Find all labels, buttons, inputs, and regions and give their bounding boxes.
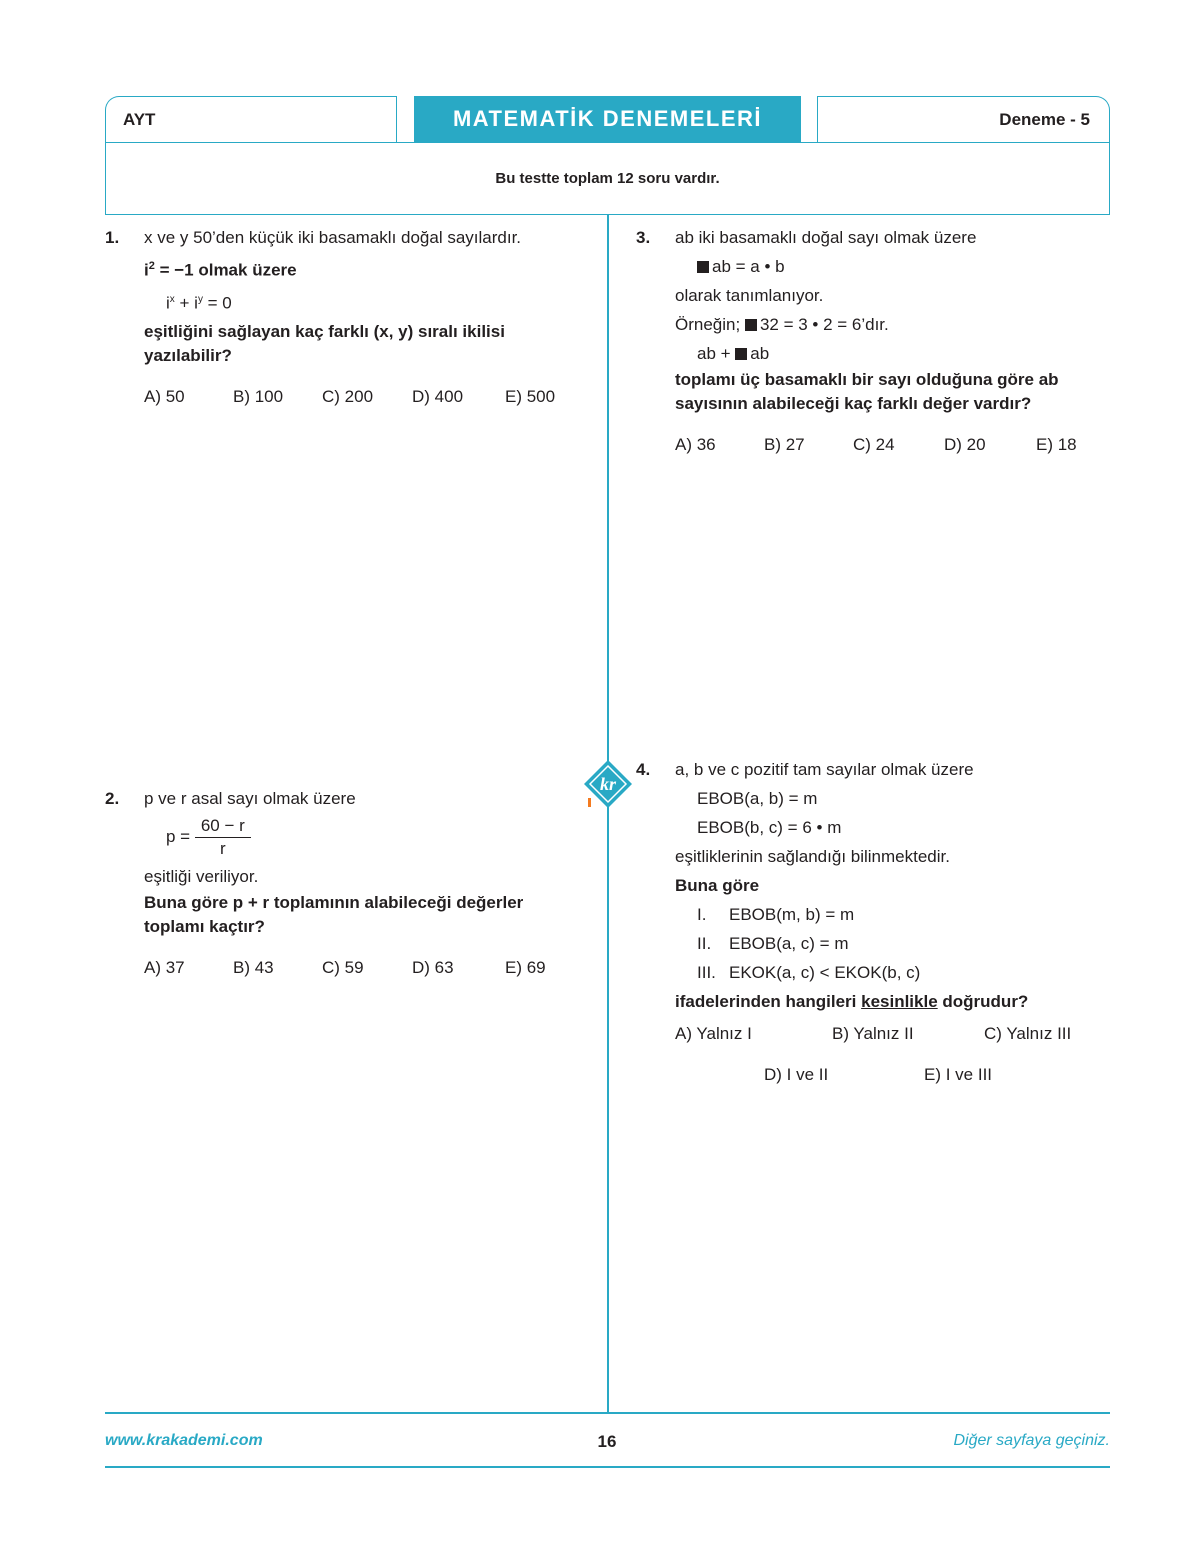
q4-equation-1: EBOB(a, b) = m <box>697 789 818 808</box>
q2-denominator: r <box>219 839 226 858</box>
q4-item-3: III. EKOK(a, c) < EKOK(b, c) <box>697 963 921 982</box>
option-e[interactable]: E) I ve III <box>924 1065 993 1084</box>
option-b[interactable]: B) Yalnız II <box>832 1024 914 1043</box>
option-b[interactable]: B) 100 <box>233 387 284 407</box>
question-number: 1. <box>105 228 120 247</box>
option-a[interactable]: A) 36 <box>675 435 716 454</box>
q3-question: toplamı üç basamaklı bir sayı olduğuna göre ab sayısının alabileceği kaç farklı değer vardır? <box>675 370 1059 413</box>
option-a[interactable]: A) Yalnız I <box>675 1024 752 1043</box>
logo-icon <box>582 758 634 810</box>
publisher-logo <box>582 758 634 810</box>
q4-given: eşitliklerinin sağlandığı bilinmektedir. <box>675 847 950 866</box>
q4-equation-2: EBOB(b, c) = 6 • m <box>697 818 842 837</box>
option-d[interactable]: D) I ve II <box>764 1065 829 1084</box>
q2-statement: p ve r asal sayı olmak üzere <box>144 789 356 808</box>
q3-example: Örneğin; 32 = 3 • 2 = 6’dır. <box>675 315 889 334</box>
square-symbol-icon <box>697 261 709 273</box>
option-b[interactable]: B) 27 <box>764 435 805 454</box>
option-d[interactable]: D) 63 <box>412 958 454 977</box>
column-divider <box>607 215 609 1412</box>
q4-item-1: I. EBOB(m, b) = m <box>697 905 855 924</box>
info-box <box>105 142 1110 215</box>
option-c[interactable]: C) 59 <box>322 958 364 977</box>
question-2 <box>105 784 575 982</box>
option-c[interactable]: C) 24 <box>853 435 895 454</box>
page-number: 16 <box>597 1432 617 1451</box>
question-4 <box>636 755 1096 1089</box>
option-a[interactable]: A) 37 <box>144 958 185 977</box>
option-b[interactable]: B) 43 <box>233 958 274 977</box>
question-3 <box>636 223 1096 459</box>
option-a[interactable]: A) 50 <box>144 387 185 407</box>
question-number: 4. <box>636 760 651 779</box>
q1-equation: $i^x + i^y = 0$ <box>166 293 232 313</box>
q1-options <box>144 382 575 411</box>
q4-lead: Buna göre <box>675 876 760 895</box>
exam-label: AYT <box>123 110 156 129</box>
option-e[interactable]: E) 69 <box>505 958 546 977</box>
q2-equation: p = $\frac{60 - r}{r}$ <box>144 815 575 860</box>
website-link[interactable]: www.krakademi.com <box>105 1432 263 1449</box>
q2-numerator: 60 − r <box>195 815 251 838</box>
info-text: Bu testte toplam 12 soru vardır. <box>495 170 720 187</box>
question-number: 2. <box>105 789 120 808</box>
q4-question: ifadelerinden hangileri kesinlikle doğrudur? <box>675 992 1029 1011</box>
q1-question: eşitliğini sağlayan kaç farklı (x, y) sıralı ikilisi yazılabilir? <box>144 322 505 366</box>
square-symbol-icon <box>735 348 747 360</box>
q2-given: eşitliği veriliyor. <box>144 867 259 886</box>
q3-sum: ab + ab <box>697 344 770 363</box>
option-d[interactable]: D) 20 <box>944 435 986 454</box>
q4-item-2: II. EBOB(a, c) = m <box>697 934 849 953</box>
q3-definition: ab = a • b <box>675 252 1096 281</box>
q3-options <box>675 430 1096 459</box>
option-d[interactable]: D) 400 <box>412 387 464 407</box>
option-e[interactable]: E) 500 <box>505 387 556 407</box>
next-page-note: Diğer sayfaya geçiniz. <box>953 1432 1110 1449</box>
q2-options <box>144 953 575 982</box>
option-c[interactable]: C) 200 <box>322 387 374 407</box>
deneme-label: Deneme - 5 <box>999 110 1090 129</box>
question-number: 3. <box>636 228 651 247</box>
q1-statement: x ve y 50’den küçük iki basamaklı doğal sayılardır. <box>144 228 522 247</box>
q4-statement: a, b ve c pozitif tam sayılar olmak üzere <box>675 760 974 779</box>
q3-statement: ab iki basamaklı doğal sayı olmak üzere <box>675 228 977 247</box>
q1-condition: $i^2 = -1$ olmak üzere <box>144 260 297 280</box>
footer-bottom-rule <box>105 1466 1110 1468</box>
q2-question: Buna göre p + r toplamının alabileceği değerler toplamı kaçtır? <box>144 893 524 936</box>
square-symbol-icon <box>745 319 757 331</box>
q4-options-row-1 <box>675 1019 1096 1048</box>
question-1 <box>105 223 575 411</box>
q4-options-row-2 <box>675 1060 1096 1089</box>
option-e[interactable]: E) 18 <box>1036 435 1077 454</box>
page-title: MATEMATİK DENEMELERİ <box>414 96 801 142</box>
q3-defined: olarak tanımlanıyor. <box>675 286 824 305</box>
option-c[interactable]: C) Yalnız III <box>984 1024 1072 1043</box>
footer-top-rule <box>105 1412 1110 1414</box>
logo-text: kr <box>599 774 617 794</box>
